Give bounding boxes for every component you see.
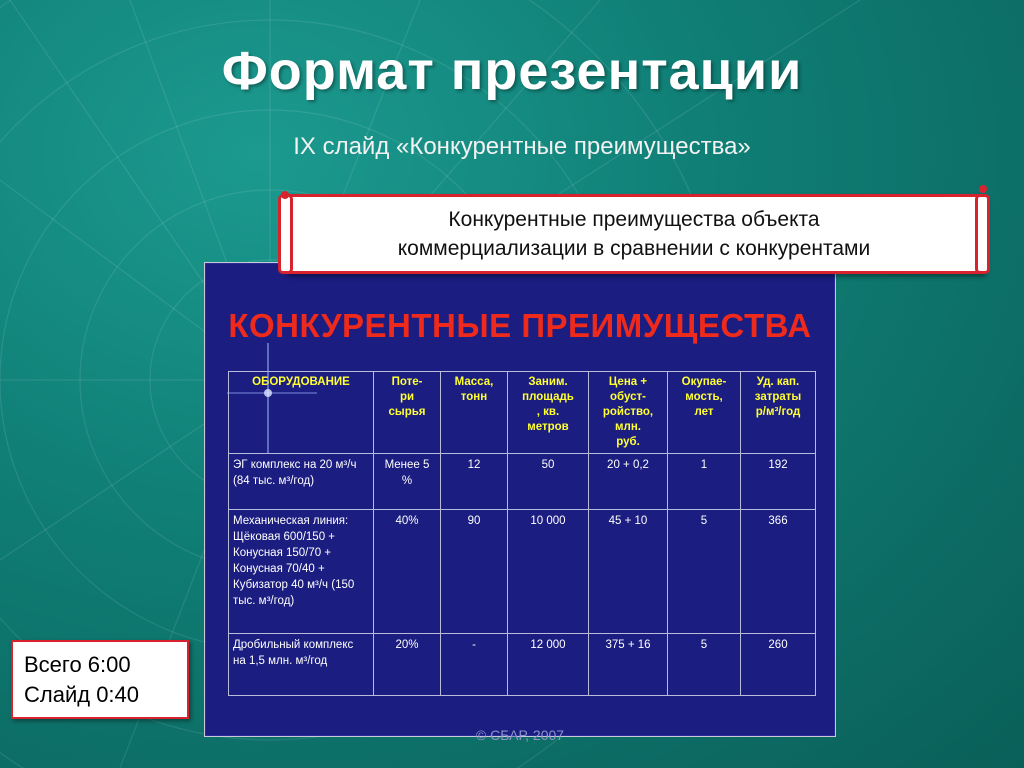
cell-losses: 40%	[374, 510, 441, 634]
header-price: Цена + обуст- ройство, млн. руб.	[589, 372, 668, 454]
cell-payback: 5	[668, 634, 741, 696]
cell-losses: 20%	[374, 634, 441, 696]
cell-price: 375 + 16	[589, 634, 668, 696]
cell-equipment: Механическая линия: Щёковая 600/150 + Конусная 150/70 + Конусная 70/40 + Кубизатор 40 м³/ч (150 тыс. м³/год)	[229, 510, 374, 634]
slide-preview-panel	[204, 262, 836, 743]
table-row	[229, 510, 816, 634]
header-area: Заним. площадь , кв. метров	[508, 372, 589, 454]
competitive-advantages-heading: КОНКУРЕНТНЫЕ ПРЕИМУЩЕСТВА	[228, 307, 812, 344]
callout-line-2: коммерциализации в сравнении с конкурентами	[397, 237, 871, 260]
cell-payback: 1	[668, 454, 741, 510]
cell-losses: Менее 5 %	[374, 454, 441, 510]
cell-area: 10 000	[508, 510, 589, 634]
callout-line-1: Конкурентные преимущества объекта	[448, 208, 820, 231]
cell-price: 20 + 0,2	[589, 454, 668, 510]
sparkle-decoration	[227, 343, 317, 453]
table-row	[229, 634, 816, 696]
page-title: Формат презентации	[221, 41, 803, 101]
callout-box	[284, 194, 984, 274]
callout-text	[287, 205, 981, 263]
cell-area: 12 000	[508, 634, 589, 696]
timer-slide: Слайд 0:40	[24, 682, 140, 707]
header-losses: Поте- ри сырья	[374, 372, 441, 454]
cell-mass: 12	[441, 454, 508, 510]
cell-price: 45 + 10	[589, 510, 668, 634]
header-mass: Масса, тонн	[441, 372, 508, 454]
header-capex: Уд. кап. затраты р/м³/год	[741, 372, 816, 454]
cell-equipment: ЭГ комплекс на 20 м³/ч (84 тыс. м³/год)	[229, 454, 374, 510]
cell-capex: 366	[741, 510, 816, 634]
cell-equipment: Дробильный комплекс на 1,5 млн. м³/год	[229, 634, 374, 696]
timer-box	[11, 640, 189, 719]
header-payback: Окупае- мость, лет	[668, 372, 741, 454]
cell-capex: 260	[741, 634, 816, 696]
cell-area: 50	[508, 454, 589, 510]
scroll-dot-icon	[979, 185, 987, 193]
table-row	[229, 454, 816, 510]
cell-payback: 5	[668, 510, 741, 634]
scroll-dot-icon	[281, 191, 289, 199]
cell-mass: 90	[441, 510, 508, 634]
slide-subtitle: IX слайд «Конкурентные преимущества»	[293, 133, 751, 160]
cell-capex: 192	[741, 454, 816, 510]
timer-total: Всего 6:00	[24, 652, 131, 677]
cell-mass: -	[441, 634, 508, 696]
copyright-footer: © СБАР, 2007	[475, 727, 565, 743]
header-equipment: ОБОРУДОВАНИЕ	[229, 372, 374, 454]
